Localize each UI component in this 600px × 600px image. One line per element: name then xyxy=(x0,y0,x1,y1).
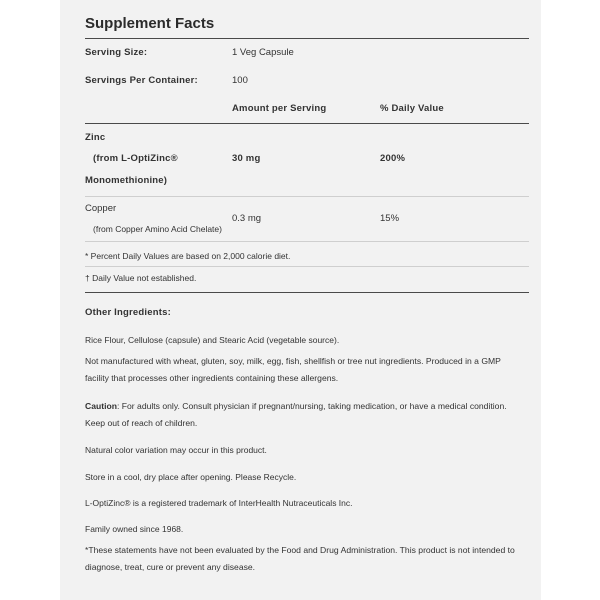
nutrient-dv-copper: 15% xyxy=(380,213,400,224)
footnote-divider xyxy=(85,241,529,242)
caution-label: Caution xyxy=(85,401,117,411)
nutrient-name-copper: Copper xyxy=(85,203,117,214)
trademark-note: L-OptiZinc® is a registered trademark of InterHealth Nutraceuticals Inc. xyxy=(85,498,353,508)
caution-paragraph xyxy=(85,398,525,432)
nutrient-source-copper: (from Copper Amino Acid Chelate) xyxy=(93,224,222,234)
title-divider xyxy=(85,38,529,39)
servings-per-container-label: Servings Per Container: xyxy=(85,75,198,86)
footnote-divider-2 xyxy=(85,266,529,267)
color-note: Natural color variation may occur in this product. xyxy=(85,445,267,455)
page-title: Supplement Facts xyxy=(85,15,215,32)
ingredients-divider xyxy=(85,292,529,293)
nutrient-dv-zinc: 200% xyxy=(380,153,406,164)
storage-note: Store in a cool, dry place after opening. Please Recycle. xyxy=(85,472,297,482)
nutrient-amount-zinc: 30 mg xyxy=(232,153,261,164)
caution-text: : For adults only. Consult physician if pregnant/nursing, taking medication, or have a medical condition. Keep out of reach of children. xyxy=(85,401,507,428)
header-divider xyxy=(85,123,529,124)
other-ingredients-heading: Other Ingredients: xyxy=(85,307,171,318)
servings-per-container-value: 100 xyxy=(232,75,248,86)
allergen-note: Not manufactured with wheat, gluten, soy, milk, egg, fish, shellfish or tree nut ingredients. Produced in a GMP facility that processes other ingredients containing these allergens. xyxy=(85,356,501,383)
family-note: Family owned since 1968. xyxy=(85,524,184,534)
nutrient-source-zinc-line1: (from L-OptiZinc® xyxy=(93,153,178,164)
serving-size-label: Serving Size: xyxy=(85,47,148,58)
nutrient-amount-copper: 0.3 mg xyxy=(232,213,262,224)
nutrient-divider xyxy=(85,196,529,197)
fda-disclaimer: *These statements have not been evaluated by the Food and Drug Administration. This product is not intended to diagnose, treat, cure or prevent any disease. xyxy=(85,545,515,572)
supplement-facts-panel xyxy=(60,0,541,600)
amount-per-serving-header: Amount per Serving xyxy=(232,103,327,114)
nutrient-name-zinc: Zinc xyxy=(85,132,106,143)
footnote-percent: * Percent Daily Values are based on 2,000 calorie diet. xyxy=(85,251,291,261)
daily-value-header: % Daily Value xyxy=(380,103,444,114)
nutrient-source-zinc-line2: Monomethionine) xyxy=(85,175,168,186)
other-ingredients-text: Rice Flour, Cellulose (capsule) and Stearic Acid (vegetable source). xyxy=(85,335,340,345)
serving-size-value: 1 Veg Capsule xyxy=(232,47,294,58)
footnote-dagger: † Daily Value not established. xyxy=(85,273,197,283)
